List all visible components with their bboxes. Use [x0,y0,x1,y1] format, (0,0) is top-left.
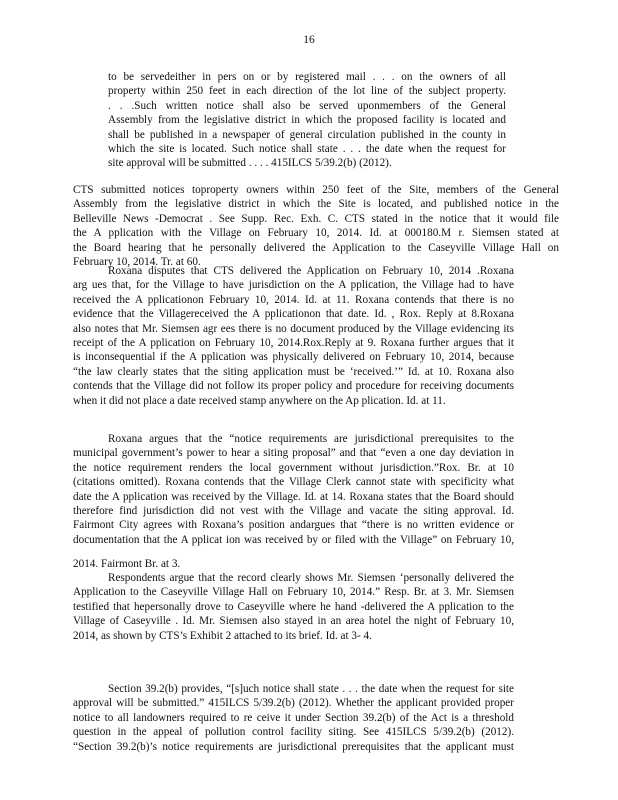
paragraph-line: Village of Caseyville . Id. Mr. Siemsen also stayed in an area hotel the night of February 10, [73,615,514,628]
paragraph-line: the A pplication with the Village on February 10, 2014. Id. at 000180.M r. Siemsen stated at [73,227,559,240]
paragraph-line: Belleville News -Democrat . See Supp. Rec. Exh. C. CTS stated in the notice that it would file [73,212,559,225]
paragraph-line: therefore find jurisdiction did not vest with the Village and vacate the siting approval. Id. [73,505,514,518]
paragraph-line: Assembly from the legislative district in which the Site is located, and published notice in the [73,198,559,211]
paragraph-line: Respondents argue that the record clearly shows Mr. Siemsen ‘personally delivered the [108,572,514,584]
paragraph-line: Section 39.2(b) provides, “[s]uch notice shall state . . . the date when the request for site [108,683,514,695]
paragraph-line: Roxana argues that the “notice requirements are jurisdictional prerequisites to the [108,433,514,445]
quote-line: to be servedeither in pers on or by registered mail . . . on the owners of all [108,71,506,83]
paragraph-cts-notices [73,183,559,269]
quote-line: which the site is located. Such notice shall state . . . the date when the request for [108,143,506,156]
paragraph-line: CTS submitted notices toproperty owners within 250 feet of the Site, members of the General [73,184,559,196]
paragraph-notice-requirements [73,432,514,572]
paragraph-line: testified that hepersonally drove to Caseyville where he hand -delivered the A pplication to the [73,600,514,613]
paragraph-line: is inconsequential if the A pplication was physically delivered on February 10, 2014, because [73,351,514,364]
quote-line: . . .Such written notice shall also be served uponmembers of the General [108,99,506,112]
paragraph-line: approval will be submitted.” 415ILCS 5/39.2(b) (2012). Whether the applicant provided proper [73,697,514,710]
paragraph-line: notice to all landowners required to re ceive it under Section 39.2(b) of the Act is a threshold [73,711,514,724]
page-number: 16 [303,34,315,46]
paragraph-line: Fairmont City agrees with Roxana’s position andargues that “there is no written evidence or [73,519,514,532]
paragraph-line: arg ues that, for the Village to have jurisdiction on the A pplication, the Village had to have [73,279,514,292]
paragraph-line: documentation that the A pplicat ion was received by or filed with the Village” on February 10, [73,533,514,546]
paragraph-line: the Board hearing that he personally delivered the Application to the Caseyville Village Hall on [73,241,559,254]
paragraph-line: “the law clearly states that the siting application must be ‘received.’” Id. at 10. Roxana also [73,365,514,378]
paragraph-line: when it did not place a date received stamp anywhere on the Ap plication. Id. at 11. [73,394,446,407]
quote-line: shall be published in a newspaper of general circulation published in the county in [108,128,506,141]
paragraph-line: 2014, as shown by CTS’s Exhibit 2 attached to its brief. Id. at 3- 4. [73,629,372,642]
paragraph-roxana-disputes [73,264,514,408]
paragraph-section-39-2b [73,682,514,754]
paragraph-line: the notice requirement renders the local government without jurisdiction.”Rox. Br. at 10 [73,461,514,474]
paragraph-line: “Section 39.2(b)’s notice requirements are jurisdictional prerequisites that the applicant must [73,740,514,753]
paragraph-line: evidence that the Villagereceived the A pplicationon that date. Id. , Rox. Reply at 8.Roxana [73,308,514,321]
paragraph-line: 2014. Fairmont Br. at 3. [73,558,181,571]
paragraph-line: question in the appeal of pollution control facility siting. See 415ILCS 5/39.2(b) (2012). [73,726,514,739]
paragraph-line: municipal government’s power to hear a siting proposal” and that “even a one day deviation in [73,447,514,460]
paragraph-line: also notes that Mr. Siemsen agr ees there is no document produced by the Village evidencing its [73,322,514,335]
paragraph-line: (citations omitted). Roxana contends that the Village Clerk cannot state with specificity what [73,476,514,489]
paragraph-line: February 10, 2014. Tr. at 60. [73,256,201,269]
paragraph-line: received the A pplicationon February 10, 2014. Id. at 11. Roxana contends that there is no [73,293,514,306]
paragraph-line: date the A pplication was received by the Village. Id. at 14. Roxana states that the Board should [73,490,514,503]
paragraph-line: Application to the Caseyville Village Hall on February 10, 2014.” Resp. Br. at 3. Mr. Siemsen [73,586,514,599]
paragraph-line: contends that the Village did not follow its proper policy and procedure for receiving documents [73,380,514,393]
quote-line: site approval will be submitted . . . . 415ILCS 5/39.2(b) (2012). [108,157,392,170]
quote-line: Assembly from the legislative district in which the proposed facility is located and [108,114,506,127]
paragraph-respondents-argue [73,571,514,643]
statute-block-quote [108,70,506,171]
quote-line: property within 250 feet in each direction of the lot line of the subject property. [108,85,506,98]
paragraph-line: Roxana disputes that CTS delivered the Application on February 10, 2014 .Roxana [108,265,514,277]
paragraph-line: receipt of the A pplication on February 10, 2014.Rox.Reply at 9. Roxana further argues that it [73,337,514,350]
